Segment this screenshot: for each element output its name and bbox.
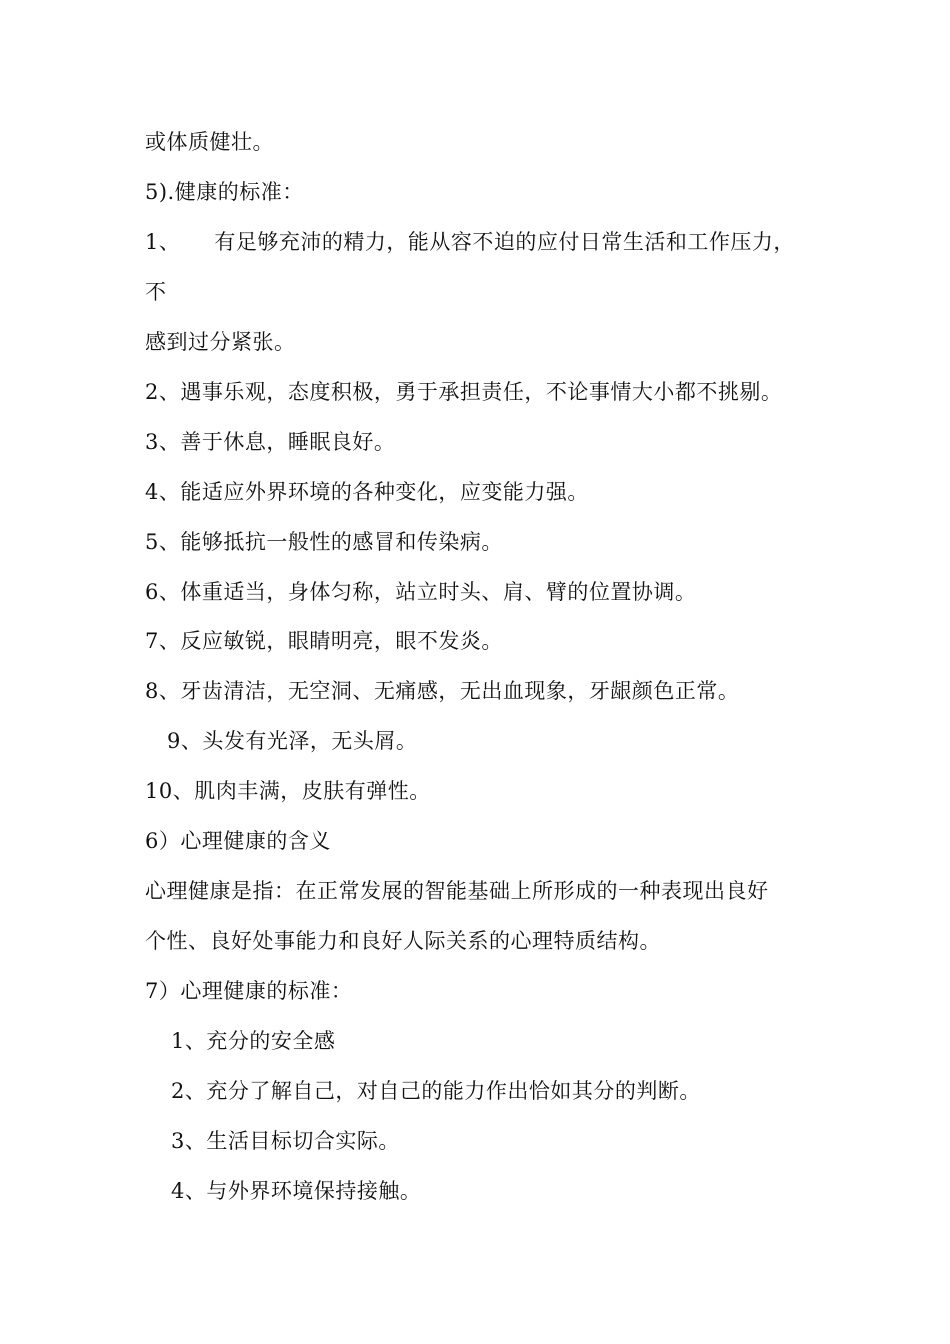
mental-standard-item-3: 3、生活目标切合实际。 xyxy=(171,1129,400,1153)
standard-item-7: 7、反应敏锐，眼睛明亮，眼不发炎。 xyxy=(145,629,503,653)
standard-item-9: 9、头发有光泽，无头屑。 xyxy=(167,729,418,753)
mental-standard-item-1: 1、充分的安全感 xyxy=(171,1029,336,1053)
mental-standard-heading: 7）心理健康的标准： xyxy=(145,979,353,1003)
standard-item-2: 2、遇事乐观，态度积极，勇于承担责任，不论事情大小都不挑剔。 xyxy=(145,380,783,404)
mental-health-definition-2: 个性、良好处事能力和良好人际关系的心理特质结构。 xyxy=(145,929,661,953)
text-line-1: 或体质健壮。 xyxy=(145,130,274,154)
standard-item-5: 5、能够抵抗一般性的感冒和传染病。 xyxy=(145,530,503,554)
item-text: 有足够充沛的精力，能从容不迫的应付日常生活和工作压力， xyxy=(214,230,795,254)
standard-item-4: 4、能适应外界环境的各种变化，应变能力强。 xyxy=(145,480,589,504)
mental-standard-item-4: 4、与外界环境保持接触。 xyxy=(171,1179,422,1203)
text-line-continue: 感到过分紧张。 xyxy=(145,330,296,354)
standard-item-8: 8、牙齿清洁，无空洞、无痛感，无出血现象，牙龈颜色正常。 xyxy=(145,679,740,703)
mental-standard-item-2: 2、充分了解自己，对自己的能力作出恰如其分的判断。 xyxy=(171,1079,701,1103)
mental-health-definition-1: 心理健康是指：在正常发展的智能基础上所形成的一种表现出良好 xyxy=(145,879,769,903)
text-line-wrap: 不 xyxy=(145,280,167,304)
standard-item-1 xyxy=(145,229,795,255)
item-number: 1、 xyxy=(145,230,181,254)
health-standard-heading: 5).健康的标准： xyxy=(145,180,304,204)
standard-item-6: 6、体重适当，身体匀称，站立时头、肩、臂的位置协调。 xyxy=(145,580,697,604)
standard-item-10: 10、肌肉丰满，皮肤有弹性。 xyxy=(145,779,431,803)
standard-item-3: 3、善于休息，睡眠良好。 xyxy=(145,430,396,454)
mental-health-heading: 6）心理健康的含义 xyxy=(145,829,331,853)
